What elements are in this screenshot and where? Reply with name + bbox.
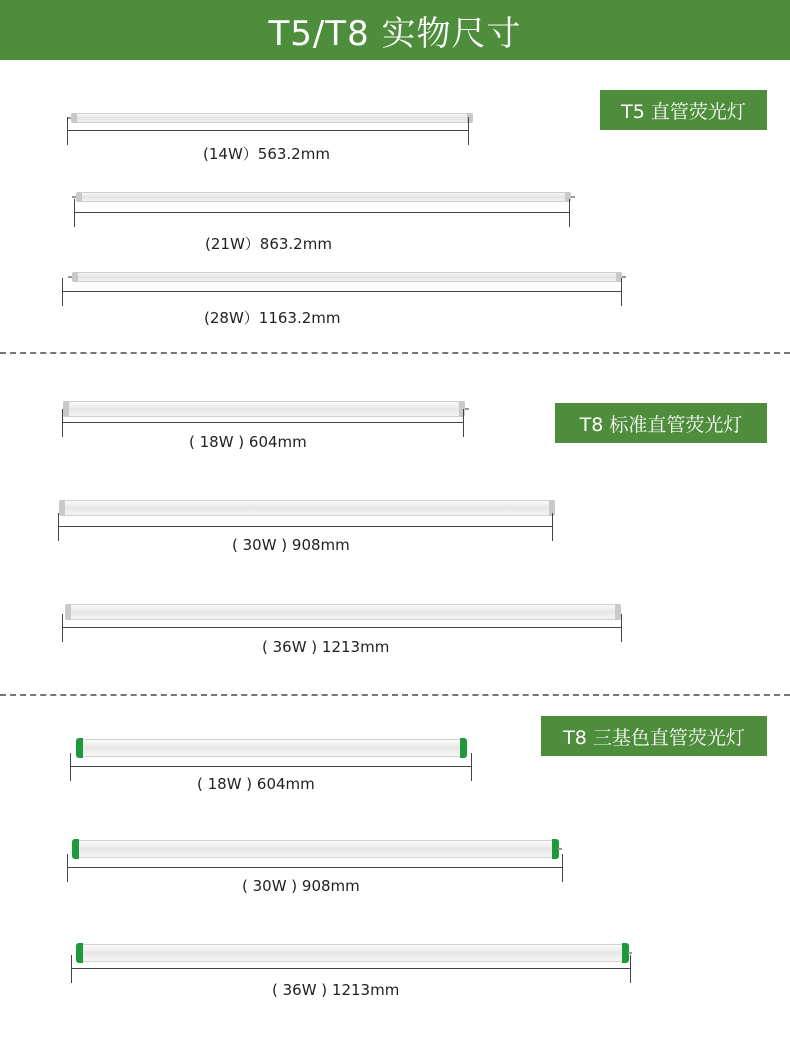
tube-t8-18w bbox=[66, 401, 462, 417]
tube-t8-tri-30w bbox=[76, 840, 555, 858]
section-tag-t5: T5 直管荧光灯 bbox=[600, 90, 767, 130]
tube-label: (21W）863.2mm bbox=[205, 235, 332, 253]
section-tag-t8-triphosphor: T8 三基色直管荧光灯 bbox=[541, 716, 767, 756]
tube-label: ( 36W ) 1213mm bbox=[272, 981, 400, 999]
tube-label: (28W）1163.2mm bbox=[204, 309, 341, 327]
tube-label: ( 18W ) 604mm bbox=[189, 433, 307, 451]
tube-t5-14w bbox=[74, 113, 470, 123]
section-tag-t8-standard: T8 标准直管荧光灯 bbox=[555, 403, 767, 443]
dimension-line bbox=[62, 422, 464, 423]
dimension-line bbox=[74, 212, 570, 213]
tube-t8-36w bbox=[68, 604, 618, 620]
tube-t8-tri-36w bbox=[80, 944, 625, 962]
tube-t8-30w bbox=[62, 500, 552, 516]
page-title: T5/T8 实物尺寸 bbox=[268, 13, 522, 54]
tube-label: ( 30W ) 908mm bbox=[232, 536, 350, 554]
dimension-line bbox=[67, 130, 469, 131]
page-header bbox=[0, 0, 790, 60]
tube-label: (14W）563.2mm bbox=[203, 145, 330, 163]
dimension-line bbox=[71, 968, 631, 969]
tube-t5-28w bbox=[75, 272, 619, 282]
tube-label: ( 30W ) 908mm bbox=[242, 877, 360, 895]
section-divider bbox=[0, 694, 790, 696]
tube-t8-tri-18w bbox=[80, 739, 463, 757]
dimension-line bbox=[67, 867, 563, 868]
tube-label: ( 18W ) 604mm bbox=[197, 775, 315, 793]
dimension-line bbox=[58, 526, 553, 527]
dimension-line bbox=[62, 627, 622, 628]
dimension-line bbox=[70, 766, 472, 767]
tube-label: ( 36W ) 1213mm bbox=[262, 638, 390, 656]
dimension-line bbox=[62, 291, 622, 292]
section-divider bbox=[0, 352, 790, 354]
tube-t5-21w bbox=[79, 192, 568, 202]
